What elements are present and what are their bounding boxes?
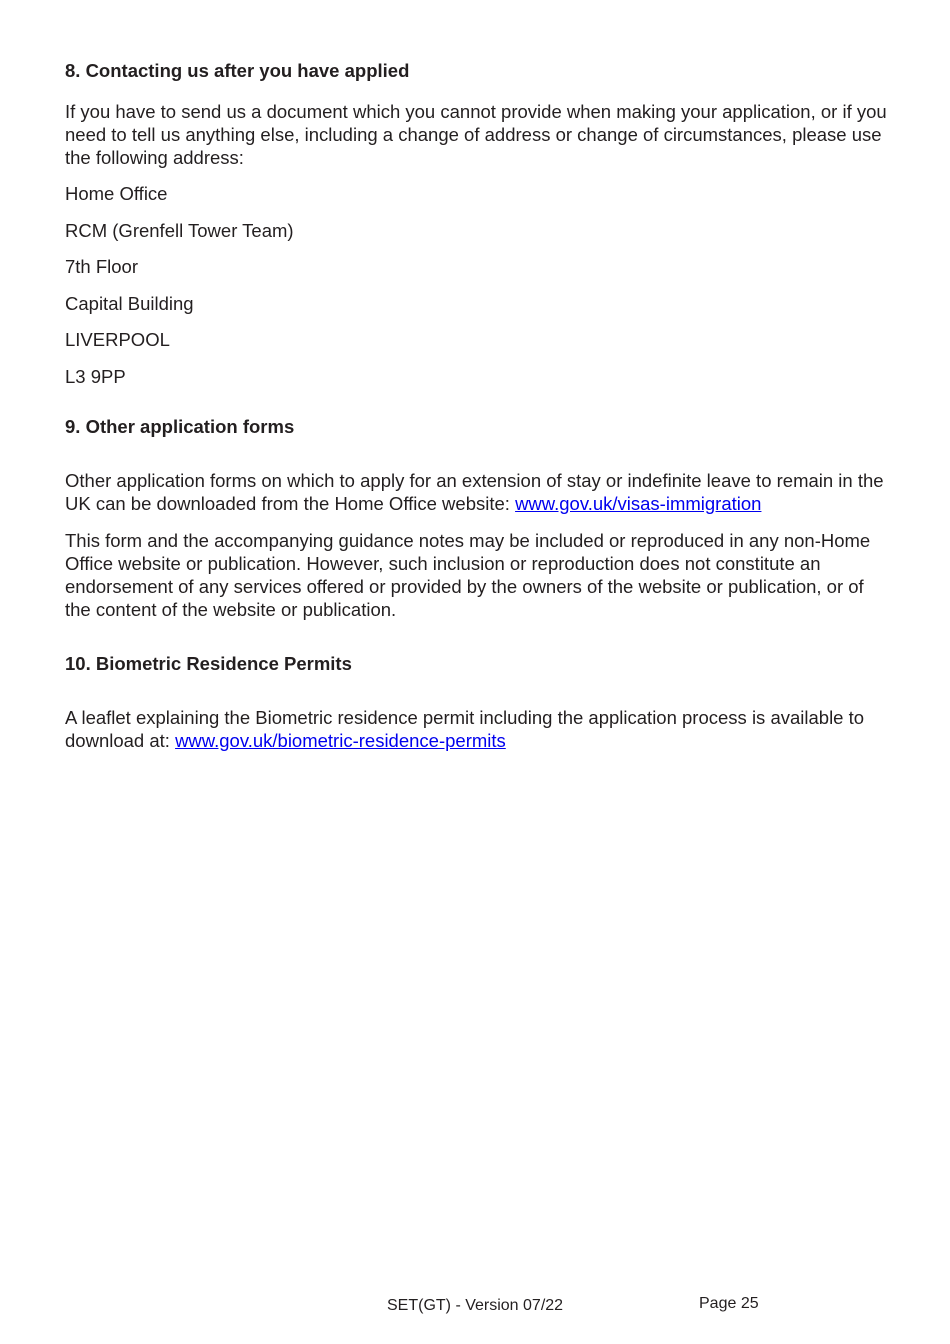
biometric-residence-permits-link[interactable]: www.gov.uk/biometric-residence-permits <box>175 729 506 751</box>
postal-address <box>65 182 887 388</box>
section-9-paragraph-1-text: Other application forms on which to apply for an extension of stay or indefinite leave to remain in the UK can be downloaded from the Home Office website: <box>65 469 884 514</box>
address-line: LIVERPOOL <box>65 329 170 351</box>
visas-immigration-link[interactable]: www.gov.uk/visas-immigration <box>515 492 762 514</box>
document-page <box>65 59 887 752</box>
footer-version: SET(GT) - Version 07/22 <box>387 1297 564 1314</box>
footer-page-number: Page 25 <box>699 1295 759 1312</box>
section-10-paragraph-text: A leaflet explaining the Biometric residence permit including the application process is available to download at: <box>65 706 865 751</box>
section-10-heading: 10. Biometric Residence Permits <box>65 652 352 674</box>
section-9-paragraph-1 <box>65 469 887 515</box>
address-line: Home Office <box>65 183 168 204</box>
section-9-heading: 9. Other application forms <box>65 415 295 437</box>
section-10-paragraph <box>65 706 887 752</box>
address-line: L3 9PP <box>65 365 126 387</box>
section-8-intro: If you have to send us a document which you cannot provide when making your application, or if you need to tell us anything else, including a change of address or change of circumstances, please use the following address: <box>65 101 887 168</box>
section-9-paragraph-2: This form and the accompanying guidance notes may be included or reproduced in any non-Home Office website or publication. However, such inclusion or reproduction does not constitute an endorsement of any services offered or provided by the owners of the website or publication, or of the content of the website or publication. <box>65 529 871 620</box>
section-8-heading: 8. Contacting us after you have applied <box>65 60 410 81</box>
address-line: Capital Building <box>65 292 194 314</box>
address-line: RCM (Grenfell Tower Team) <box>65 219 294 241</box>
address-line: 7th Floor <box>65 256 139 278</box>
